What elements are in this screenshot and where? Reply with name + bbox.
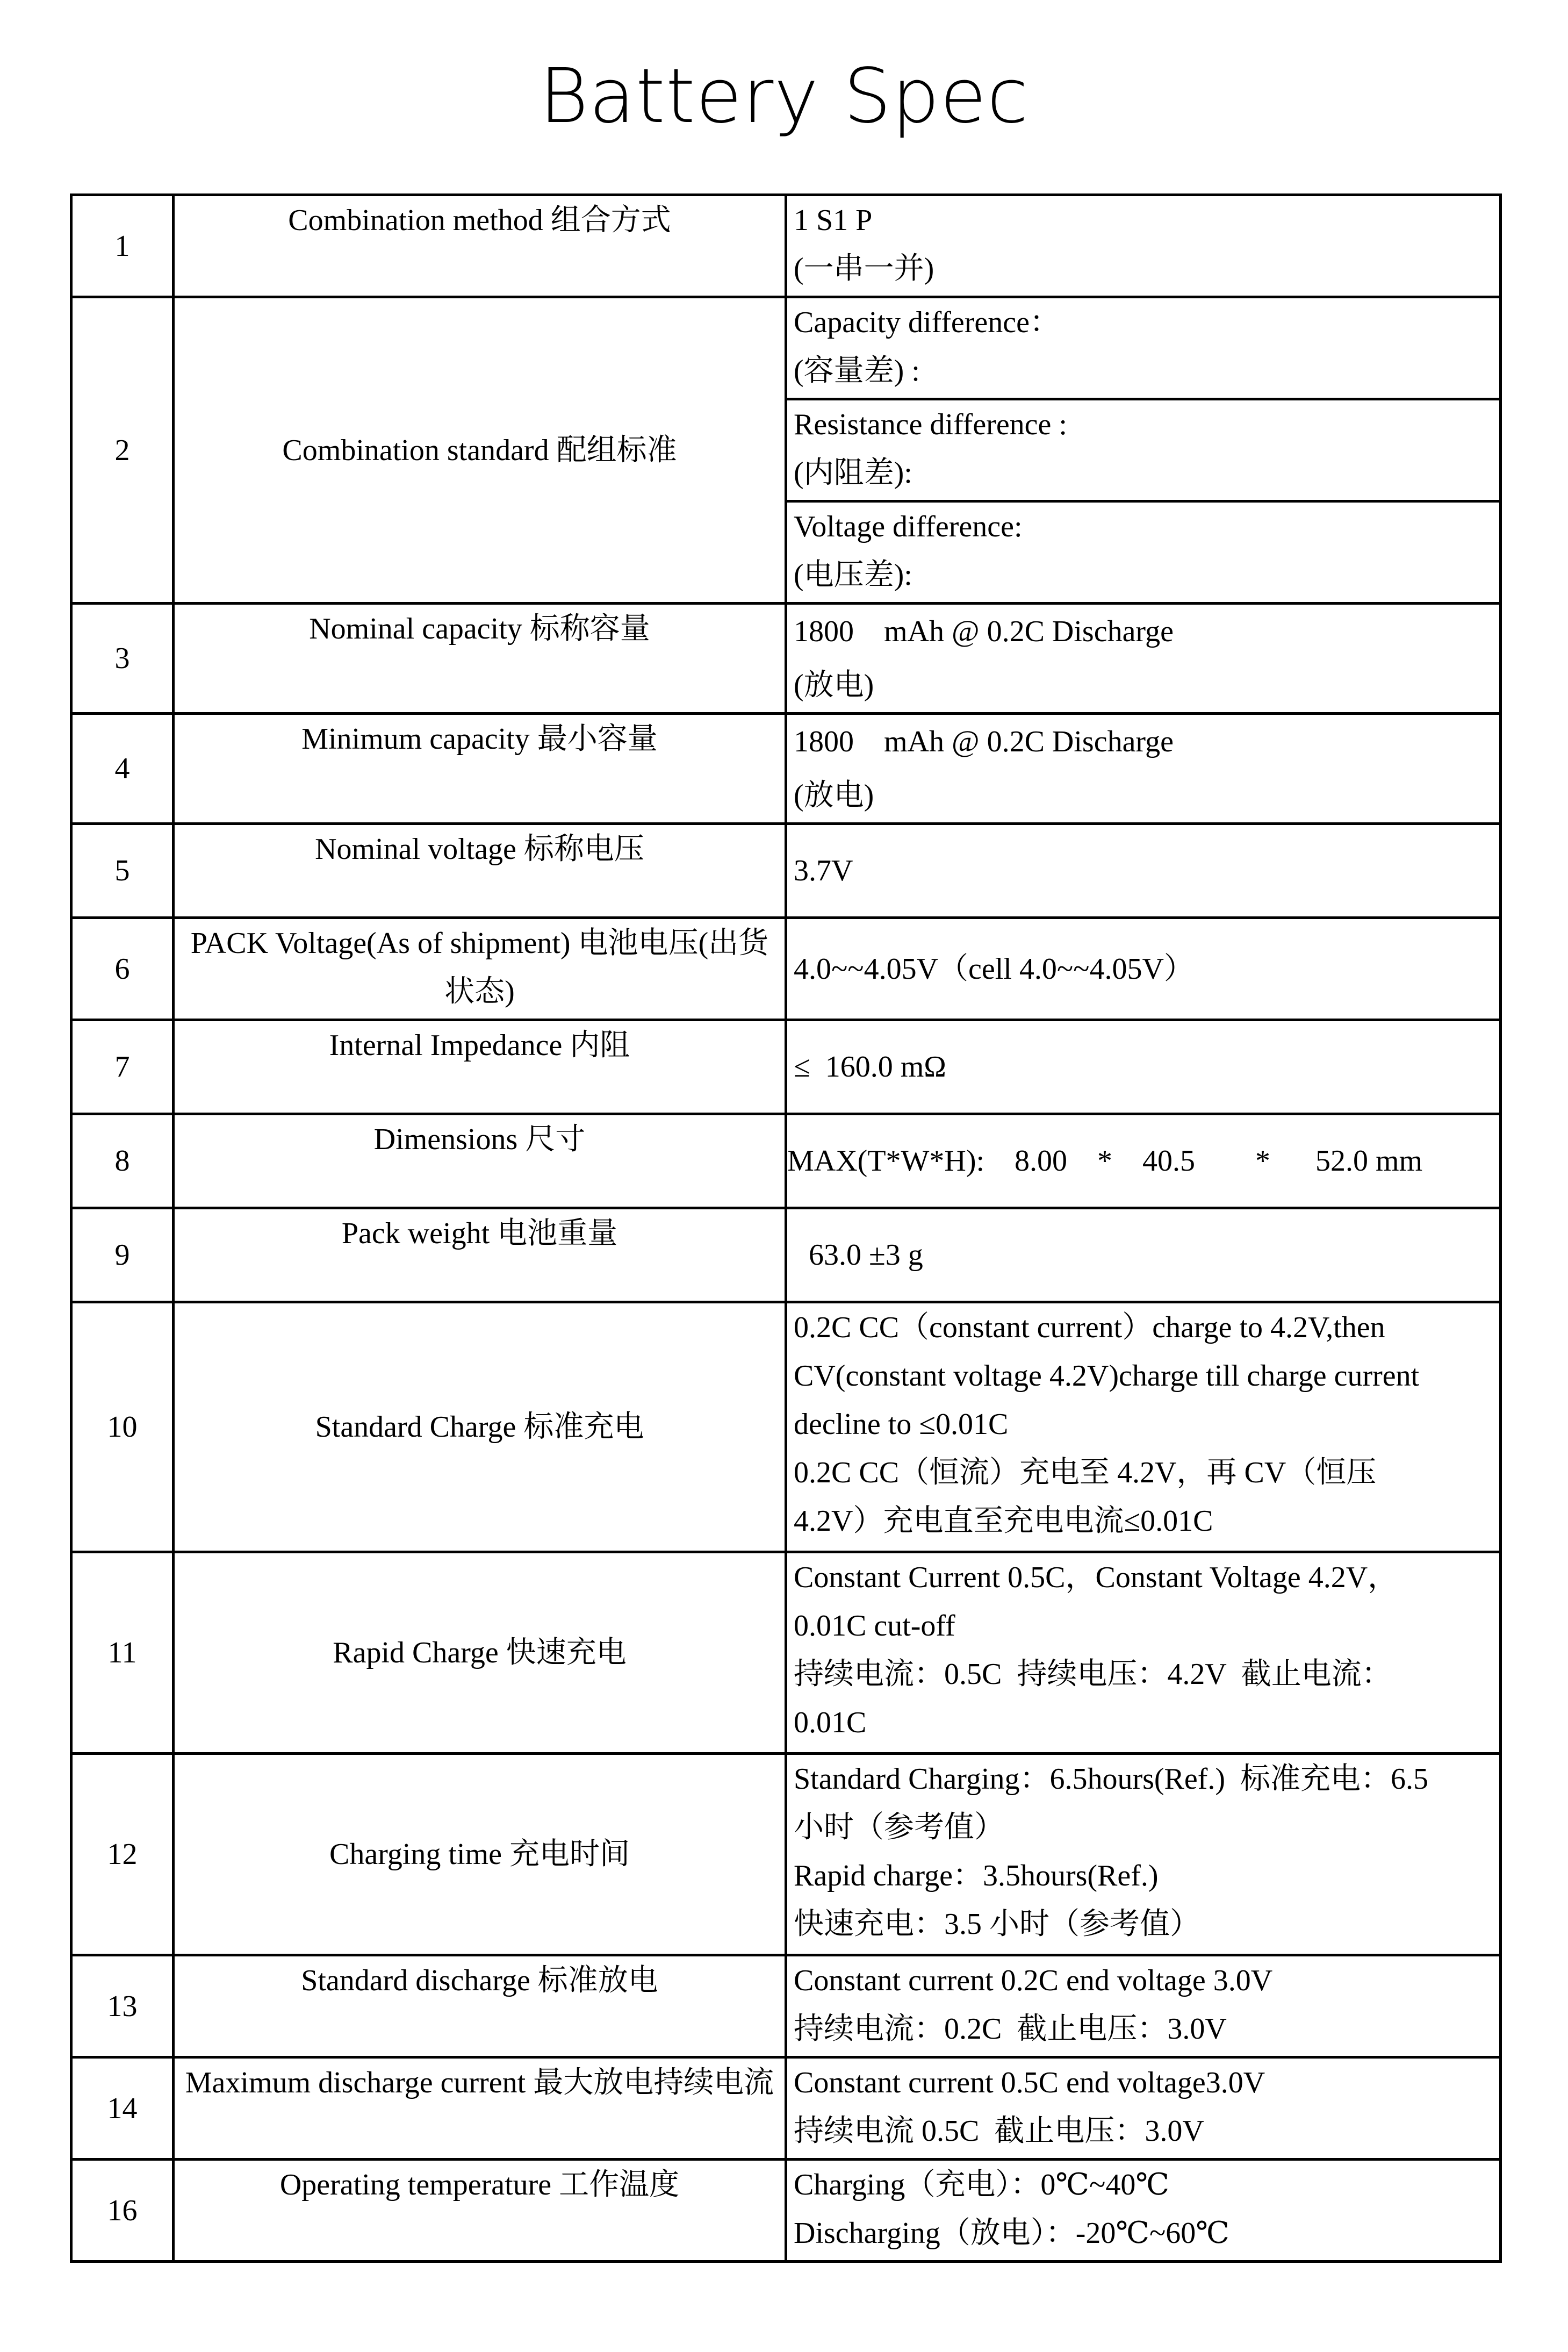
value-line: 持续电流：0.2C 截止电压：3.0V bbox=[794, 2012, 1227, 2046]
table-row bbox=[71, 918, 1501, 1020]
value-line: Discharging（放电）：-20℃~60℃ bbox=[794, 2217, 1229, 2250]
row-number: 5 bbox=[71, 824, 174, 918]
spec-value bbox=[786, 918, 1501, 1020]
table-row bbox=[71, 1114, 1501, 1208]
spec-name: Operating temperature 工作温度 bbox=[174, 2160, 786, 2262]
table-row bbox=[71, 1208, 1501, 1302]
spec-name: Pack weight 电池重量 bbox=[174, 1208, 786, 1302]
spec-name: Standard discharge 标准放电 bbox=[174, 1955, 786, 2057]
value-line: 0.01C bbox=[794, 1706, 867, 1739]
value-line: 1800 mAh @ 0.2C Discharge bbox=[794, 725, 1174, 758]
value-line: 小时（参考值） bbox=[794, 1811, 1004, 1844]
spec-name: PACK Voltage(As of shipment) 电池电压(出货状态) bbox=[174, 918, 786, 1020]
row-number: 16 bbox=[71, 2160, 174, 2262]
spec-name: Minimum capacity 最小容量 bbox=[174, 714, 786, 824]
table-row bbox=[71, 714, 1501, 824]
spec-value bbox=[786, 1955, 1501, 2057]
row-number: 1 bbox=[71, 195, 174, 297]
spec-value bbox=[786, 1754, 1501, 1955]
table-row bbox=[71, 195, 1501, 297]
value-line: Constant current 0.5C end voltage3.0V bbox=[794, 2066, 1265, 2099]
value-line: Constant current 0.2C end voltage 3.0V bbox=[794, 1964, 1273, 1997]
value-line: MAX(T*W*H): 8.00 * 40.5 * 52.0 mm bbox=[787, 1144, 1423, 1178]
value-line: 3.7V bbox=[794, 854, 853, 887]
value-line: Constant Current 0.5C，Constant Voltage 4.2V， bbox=[794, 1561, 1398, 1594]
row-number: 12 bbox=[71, 1754, 174, 1955]
value-line: Resistance difference : bbox=[794, 408, 1067, 441]
value-line: Standard Charging：6.5hours(Ref.) 标准充电：6.5 bbox=[794, 1762, 1429, 1796]
table-row bbox=[71, 297, 1501, 399]
row-number: 11 bbox=[71, 1552, 174, 1754]
table-row bbox=[71, 824, 1501, 918]
spec-value bbox=[786, 1552, 1501, 1754]
value-line: 0.2C CC（constant current）charge to 4.2V,then bbox=[794, 1311, 1385, 1344]
spec-name: Combination standard 配组标准 bbox=[174, 297, 786, 604]
value-line: (电压差): bbox=[794, 558, 912, 592]
table-row bbox=[71, 1552, 1501, 1754]
spec-value bbox=[786, 399, 1501, 501]
row-number: 9 bbox=[71, 1208, 174, 1302]
spec-name: Charging time 充电时间 bbox=[174, 1754, 786, 1955]
spec-value bbox=[786, 2057, 1501, 2160]
row-number: 2 bbox=[71, 297, 174, 604]
spec-name: Combination method 组合方式 bbox=[174, 195, 786, 297]
spec-value bbox=[786, 297, 1501, 399]
row-number: 10 bbox=[71, 1302, 174, 1552]
spec-name: Nominal voltage 标称电压 bbox=[174, 824, 786, 918]
spec-name: Rapid Charge 快速充电 bbox=[174, 1552, 786, 1754]
value-line: 持续电流 0.5C 截止电压：3.0V bbox=[794, 2114, 1204, 2148]
value-line: 0.2C CC（恒流）充电至 4.2V，再 CV（恒压 bbox=[794, 1456, 1377, 1489]
spec-name: Maximum discharge current 最大放电持续电流 bbox=[174, 2057, 786, 2160]
row-number: 14 bbox=[71, 2057, 174, 2160]
spec-name: Dimensions 尺寸 bbox=[174, 1114, 786, 1208]
spec-value bbox=[786, 1020, 1501, 1114]
value-line: 1800 mAh @ 0.2C Discharge bbox=[794, 615, 1174, 648]
table-row bbox=[71, 2160, 1501, 2262]
battery-spec-table bbox=[70, 193, 1502, 2263]
spec-value bbox=[786, 604, 1501, 714]
value-line: 4.2V）充电直至充电电流≤0.01C bbox=[794, 1504, 1213, 1538]
spec-name: Standard Charge 标准充电 bbox=[174, 1302, 786, 1552]
spec-value bbox=[786, 1302, 1501, 1552]
value-line: 0.01C cut-off bbox=[794, 1609, 955, 1643]
row-number: 6 bbox=[71, 918, 174, 1020]
value-line: ≤ 160.0 mΩ bbox=[794, 1050, 946, 1084]
spec-value bbox=[786, 2160, 1501, 2262]
spec-value bbox=[786, 501, 1501, 604]
table-row bbox=[71, 1302, 1501, 1552]
spec-value bbox=[786, 1114, 1501, 1208]
value-line: (放电) bbox=[794, 669, 874, 702]
value-line: 快速充电：3.5 小时（参考值） bbox=[794, 1908, 1200, 1941]
value-line: Rapid charge：3.5hours(Ref.) bbox=[794, 1859, 1159, 1892]
table-row bbox=[71, 1754, 1501, 1955]
value-line: decline to ≤0.01C bbox=[794, 1408, 1009, 1441]
value-line: (一串一并) bbox=[794, 252, 934, 285]
spec-name: Internal Impedance 内阻 bbox=[174, 1020, 786, 1114]
spec-value bbox=[786, 824, 1501, 918]
spec-value bbox=[786, 1208, 1501, 1302]
value-line: (容量差) : bbox=[794, 354, 920, 388]
row-number: 8 bbox=[71, 1114, 174, 1208]
row-number: 4 bbox=[71, 714, 174, 824]
value-line: Charging（充电）：0℃~40℃ bbox=[794, 2168, 1169, 2202]
value-line: 4.0~~4.05V（cell 4.0~~4.05V） bbox=[794, 952, 1194, 986]
row-number: 13 bbox=[71, 1955, 174, 2057]
table-row bbox=[71, 1020, 1501, 1114]
value-line: (放电) bbox=[794, 779, 874, 812]
row-number: 7 bbox=[71, 1020, 174, 1114]
value-line: CV(constant voltage 4.2V)charge till charge current bbox=[794, 1359, 1420, 1393]
value-line: (内阻差): bbox=[794, 456, 912, 490]
value-line: Capacity difference： bbox=[794, 306, 1060, 339]
value-line: 持续电流：0.5C 持续电压：4.2V 截止电流： bbox=[794, 1658, 1392, 1691]
spec-value bbox=[786, 714, 1501, 824]
value-line: 1 S1 P bbox=[794, 204, 873, 237]
row-number: 3 bbox=[71, 604, 174, 714]
value-line: 63.0 ±3 g bbox=[794, 1238, 923, 1272]
table-row bbox=[71, 1955, 1501, 2057]
spec-value bbox=[786, 195, 1501, 297]
table-row bbox=[71, 2057, 1501, 2160]
value-line: Voltage difference: bbox=[794, 510, 1023, 543]
table-row bbox=[71, 604, 1501, 714]
document-title: Battery Spec bbox=[539, 53, 1029, 140]
spec-name: Nominal capacity 标称容量 bbox=[174, 604, 786, 714]
